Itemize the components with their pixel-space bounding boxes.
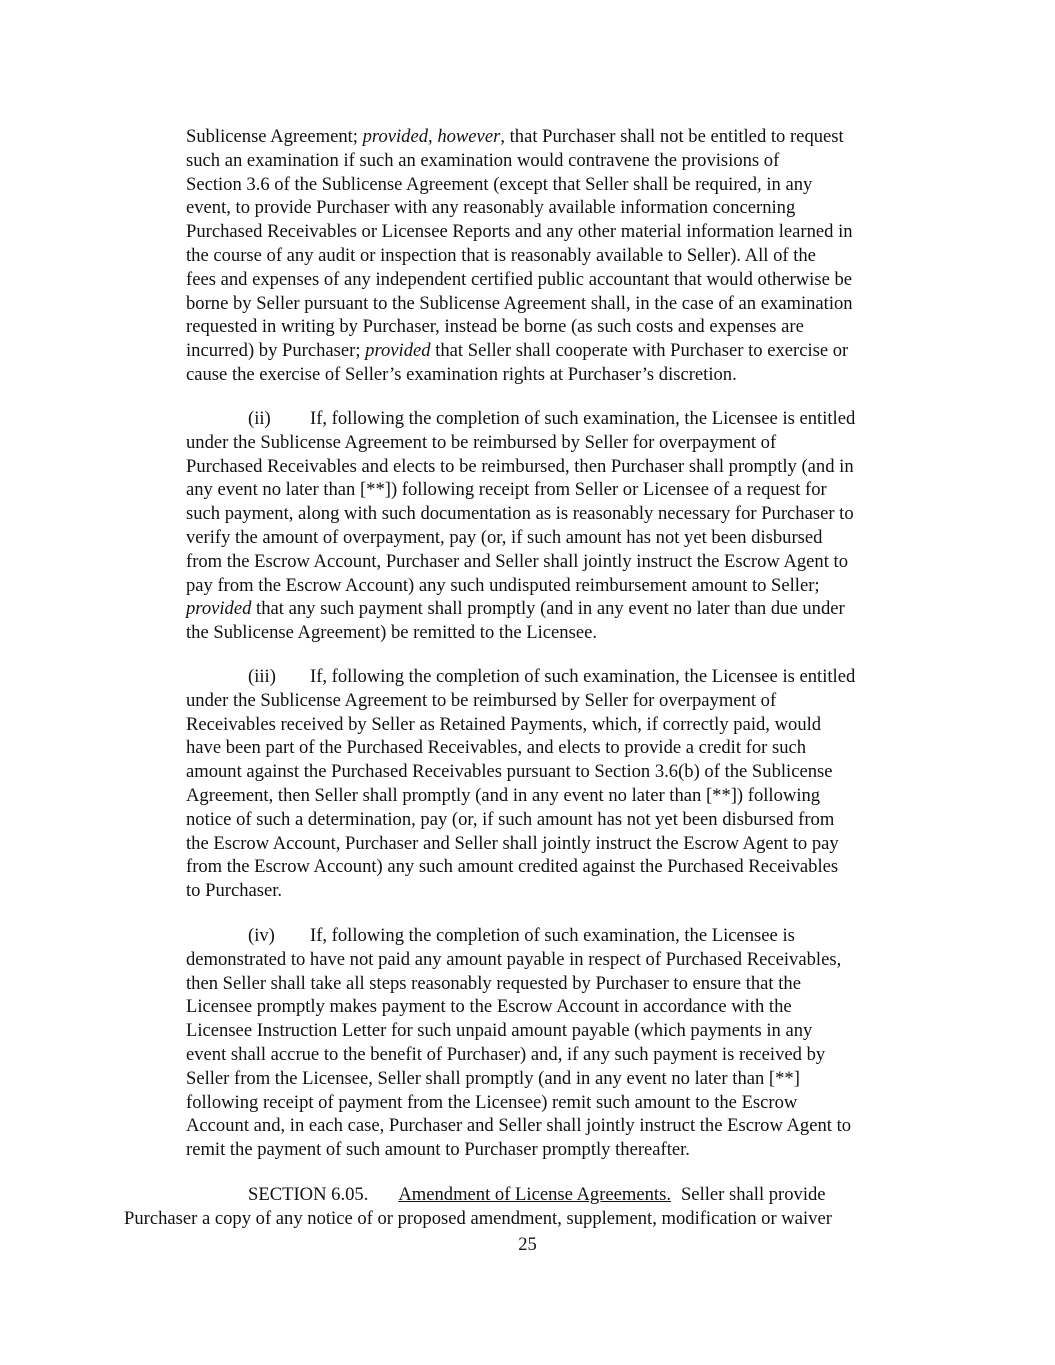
section-text-line: Purchaser a copy of any notice of or proposed amendment, supplement, modification or waiver (124, 1208, 832, 1229)
text-line: any event no later than [**]) following receipt from Seller or Licensee of a request for (186, 479, 827, 501)
text-line: Sublicense Agreement; provided, however, that Purchaser shall not be entitled to request (186, 126, 844, 147)
clause-number: (ii) (248, 408, 271, 429)
text-line: borne by Seller pursuant to the Sublicense Agreement shall, in the case of an examination (186, 292, 853, 314)
text-line: amount against the Purchased Receivables pursuant to Section 3.6(b) of the Sublicense (186, 761, 833, 783)
text-line: incurred) by Purchaser; provided that Seller shall cooperate with Purchaser to exercise or (186, 340, 849, 362)
text-line: event, to provide Purchaser with any reasonably available information concerning (186, 197, 796, 219)
text-line: from the Escrow Account) any such amount credited against the Purchased Receivables (186, 856, 839, 878)
section-label: SECTION 6.05. (248, 1184, 369, 1205)
text-line: notice of such a determination, pay (or, if such amount has not yet been disbursed from (186, 808, 835, 830)
clause-number: (iv) (248, 925, 275, 946)
text-line: Purchased Receivables or Licensee Reports and any other material information learned in (186, 221, 853, 243)
text-line: Licensee promptly makes payment to the Escrow Account in accordance with the (186, 996, 792, 1018)
text-line: (ii) If, following the completion of such examination, the Licensee is entitled (248, 408, 856, 429)
paragraph-iii (186, 665, 941, 903)
paragraph-iv (186, 924, 941, 1162)
clause-number: (iii) (248, 666, 276, 687)
text-line: Account and, in each case, Purchaser and Seller shall jointly instruct the Escrow Agent to (186, 1115, 852, 1137)
text-line: (iv) If, following the completion of such examination, the Licensee is (248, 925, 795, 946)
text-line: such an examination if such an examination would contravene the provisions of (186, 149, 780, 171)
text-line: under the Sublicense Agreement to be reimbursed by Seller for overpayment of (186, 689, 777, 711)
section-heading-line (248, 1183, 826, 1207)
text-line: the Sublicense Agreement) be remitted to the Licensee. (186, 622, 597, 644)
text-line: Section 3.6 of the Sublicense Agreement (except that Seller shall be required, in any (186, 173, 813, 195)
text-line: following receipt of payment from the Licensee) remit such amount to the Escrow (186, 1091, 798, 1113)
text-line: Seller from the Licensee, Seller shall promptly (and in any event no later than [**] (186, 1067, 800, 1089)
text-line: verify the amount of overpayment, pay (or, if such amount has not yet been disbursed (186, 526, 823, 548)
text-line: the Escrow Account, Purchaser and Seller shall jointly instruct the Escrow Agent to pay (186, 832, 839, 854)
text-line: (iii) If, following the completion of such examination, the Licensee is entitled (248, 666, 856, 687)
text-line: from the Escrow Account, Purchaser and Seller shall jointly instruct the Escrow Agent to (186, 550, 848, 572)
page-number: 25 (518, 1234, 537, 1255)
text-line: have been part of the Purchased Receivables, and elects to provide a credit for such (186, 737, 807, 759)
paragraph-ii (186, 407, 941, 645)
text-line: remit the payment of such amount to Purchaser promptly thereafter. (186, 1139, 690, 1161)
section-heading: Amendment of License Agreements. (398, 1184, 671, 1205)
text-line: the course of any audit or inspection that is reasonably available to Seller). All of the (186, 244, 816, 266)
text-line: demonstrated to have not paid any amount payable in respect of Purchased Receivables, (186, 948, 842, 970)
text-line: provided that any such payment shall promptly (and in any event no later than due under (186, 598, 845, 620)
section-text: Seller shall provide (680, 1184, 826, 1205)
text-line: Receivables received by Seller as Retained Payments, which, if correctly paid, would (186, 713, 822, 735)
text-line: Purchased Receivables and elects to be reimbursed, then Purchaser shall promptly (and in (186, 455, 854, 477)
text-line: Agreement, then Seller shall promptly (and in any event no later than [**]) following (186, 784, 821, 806)
text-line: pay from the Escrow Account) any such undisputed reimbursement amount to Seller; (186, 574, 820, 596)
text-line: fees and expenses of any independent certified public accountant that would otherwise be (186, 268, 853, 290)
text-line: to Purchaser. (186, 880, 283, 902)
paragraph-continuation (186, 125, 941, 387)
text-line: cause the exercise of Seller’s examination rights at Purchaser’s discretion. (186, 363, 737, 385)
text-line: then Seller shall take all steps reasonably requested by Purchaser to ensure that the (186, 972, 801, 994)
text-line: under the Sublicense Agreement to be reimbursed by Seller for overpayment of (186, 431, 777, 453)
text-line: event shall accrue to the benefit of Purchaser) and, if any such payment is received by (186, 1043, 826, 1065)
text-line: Licensee Instruction Letter for such unpaid amount payable (which payments in any (186, 1020, 813, 1042)
text-line: requested in writing by Purchaser, instead be borne (as such costs and expenses are (186, 316, 804, 338)
text-line: such payment, along with such documentation as is reasonably necessary for Purchaser to (186, 503, 854, 525)
